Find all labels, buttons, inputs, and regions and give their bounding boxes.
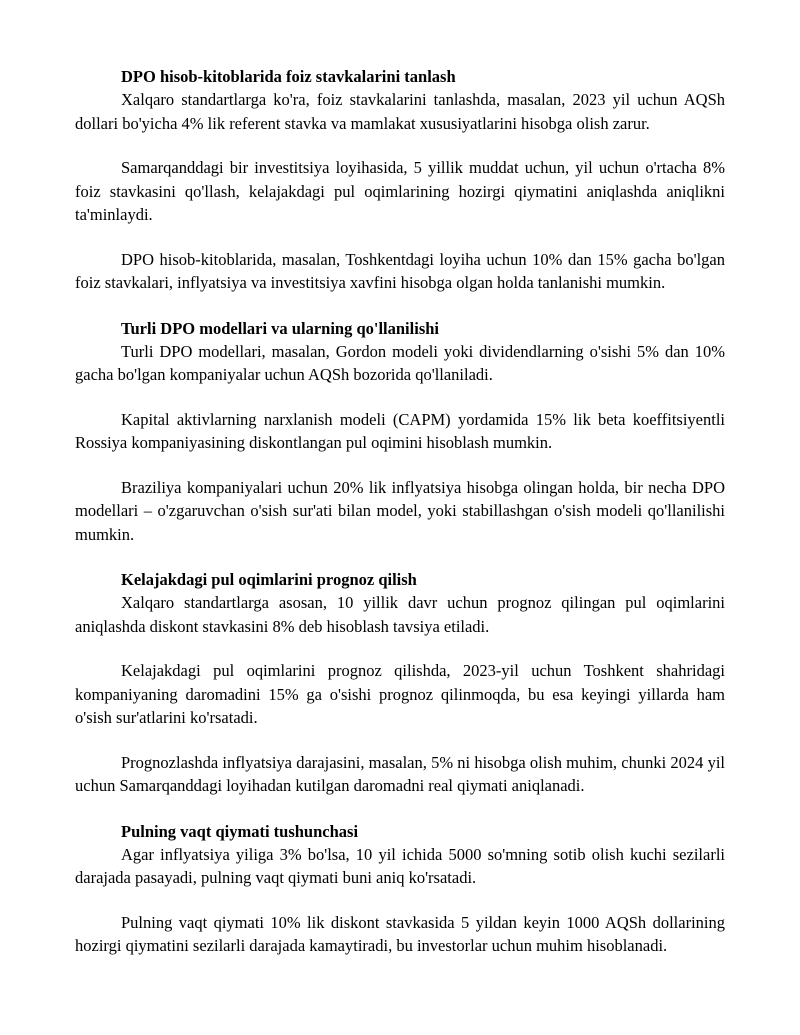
- paragraph-spacer: [75, 387, 725, 408]
- section-heading: DPO hisob-kitoblarida foiz stavkalarini tanlash: [121, 67, 456, 86]
- paragraph: Samarqanddagi bir investitsiya loyihasida, 5 yillik muddat uchun, yil uchun o'rtacha 8% foiz stavkasini qo'llash, kelajakdagi pul oqimlarining hozirgi qiymatini aniqlashda aniqlikni ta'minlaydi.: [75, 158, 725, 224]
- paragraph-spacer: [75, 227, 725, 248]
- section-cash-flow-forecast: [75, 569, 725, 798]
- paragraph: Xalqaro standartlarga ko'ra, foiz stavkalarini tanlashda, masalan, 2023 yil uchun AQSh dollari bo'yicha 4% lik referent stavka va mamlakat xususiyatlarini hisobga olish zarur.: [75, 90, 725, 133]
- paragraph: Kapital aktivlarning narxlanish modeli (CAPM) yordamida 15% lik beta koeffitsiyentli Rossiya kompaniyasining diskontlangan pul oqimini hisoblash mumkin.: [75, 409, 725, 452]
- paragraph: Agar inflyatsiya yiliga 3% bo'lsa, 10 yil ichida 5000 so'mning sotib olish kuchi sezilarli darajada pasayadi, pulning vaqt qiymati buni aniq ko'rsatadi.: [75, 844, 725, 887]
- paragraph: Xalqaro standartlarga asosan, 10 yillik davr uchun prognoz qilingan pul oqimlarini aniqlashda diskont stavkasini 8% deb hisoblash tavsiya etiladi.: [75, 593, 725, 636]
- section-spacer: [75, 546, 725, 569]
- paragraph: DPO hisob-kitoblarida, masalan, Toshkentdagi loyiha uchun 10% dan 15% gacha bo'lgan foiz stavkalari, inflyatsiya va investitsiya xavfini hisobga olgan holda tanlanishi mumkin.: [75, 249, 725, 292]
- paragraph: Turli DPO modellari, masalan, Gordon modeli yoki dividendlarning o'sishi 5% dan 10% gacha bo'lgan kompaniyalar uchun AQSh bozorida qo'llaniladi.: [75, 341, 725, 384]
- section-time-value-of-money: [75, 821, 725, 958]
- document-page: [75, 66, 725, 958]
- section-heading: Kelajakdagi pul oqimlarini prognoz qilish: [121, 570, 417, 589]
- section-interest-rates: [75, 66, 725, 295]
- paragraph-spacer: [75, 135, 725, 156]
- paragraph: Kelajakdagi pul oqimlarini prognoz qilishda, 2023-yil uchun Toshkent shahridagi kompaniyaning daromadini 15% ga o'sishi prognoz qilinmoqda, bu esa keyingi yillarda ham o'sish sur'atlarini ko'rsatadi.: [75, 661, 725, 727]
- section-spacer: [75, 798, 725, 821]
- paragraph-spacer: [75, 455, 725, 476]
- section-heading: Pulning vaqt qiymati tushunchasi: [121, 821, 359, 841]
- paragraph: Pulning vaqt qiymati 10% lik diskont stavkasida 5 yildan keyin 1000 AQSh dollarining hozirgi qiymatini sezilarli darajada kamaytiradi, bu investorlar uchun muhim hisoblanadi.: [75, 912, 725, 955]
- paragraph-spacer: [75, 730, 725, 751]
- paragraph: Prognozlashda inflyatsiya darajasini, masalan, 5% ni hisobga olish muhim, chunki 2024 yil uchun Samarqanddagi loyihadan kutilgan daromadni real qiymati aniqlanadi.: [75, 752, 725, 795]
- paragraph-spacer: [75, 890, 725, 911]
- paragraph: Braziliya kompaniyalari uchun 20% lik inflyatsiya hisobga olingan holda, bir necha DPO modellari – o'zgaruvchan o'sish sur'ati bilan model, yoki stabillashgan o'sish modeli qo'llanilishi mumkin.: [75, 477, 725, 544]
- paragraph-spacer: [75, 638, 725, 659]
- section-heading: Turli DPO modellari va ularning qo'llanilishi: [121, 318, 439, 338]
- section-spacer: [75, 295, 725, 318]
- section-dpo-models: [75, 318, 725, 547]
